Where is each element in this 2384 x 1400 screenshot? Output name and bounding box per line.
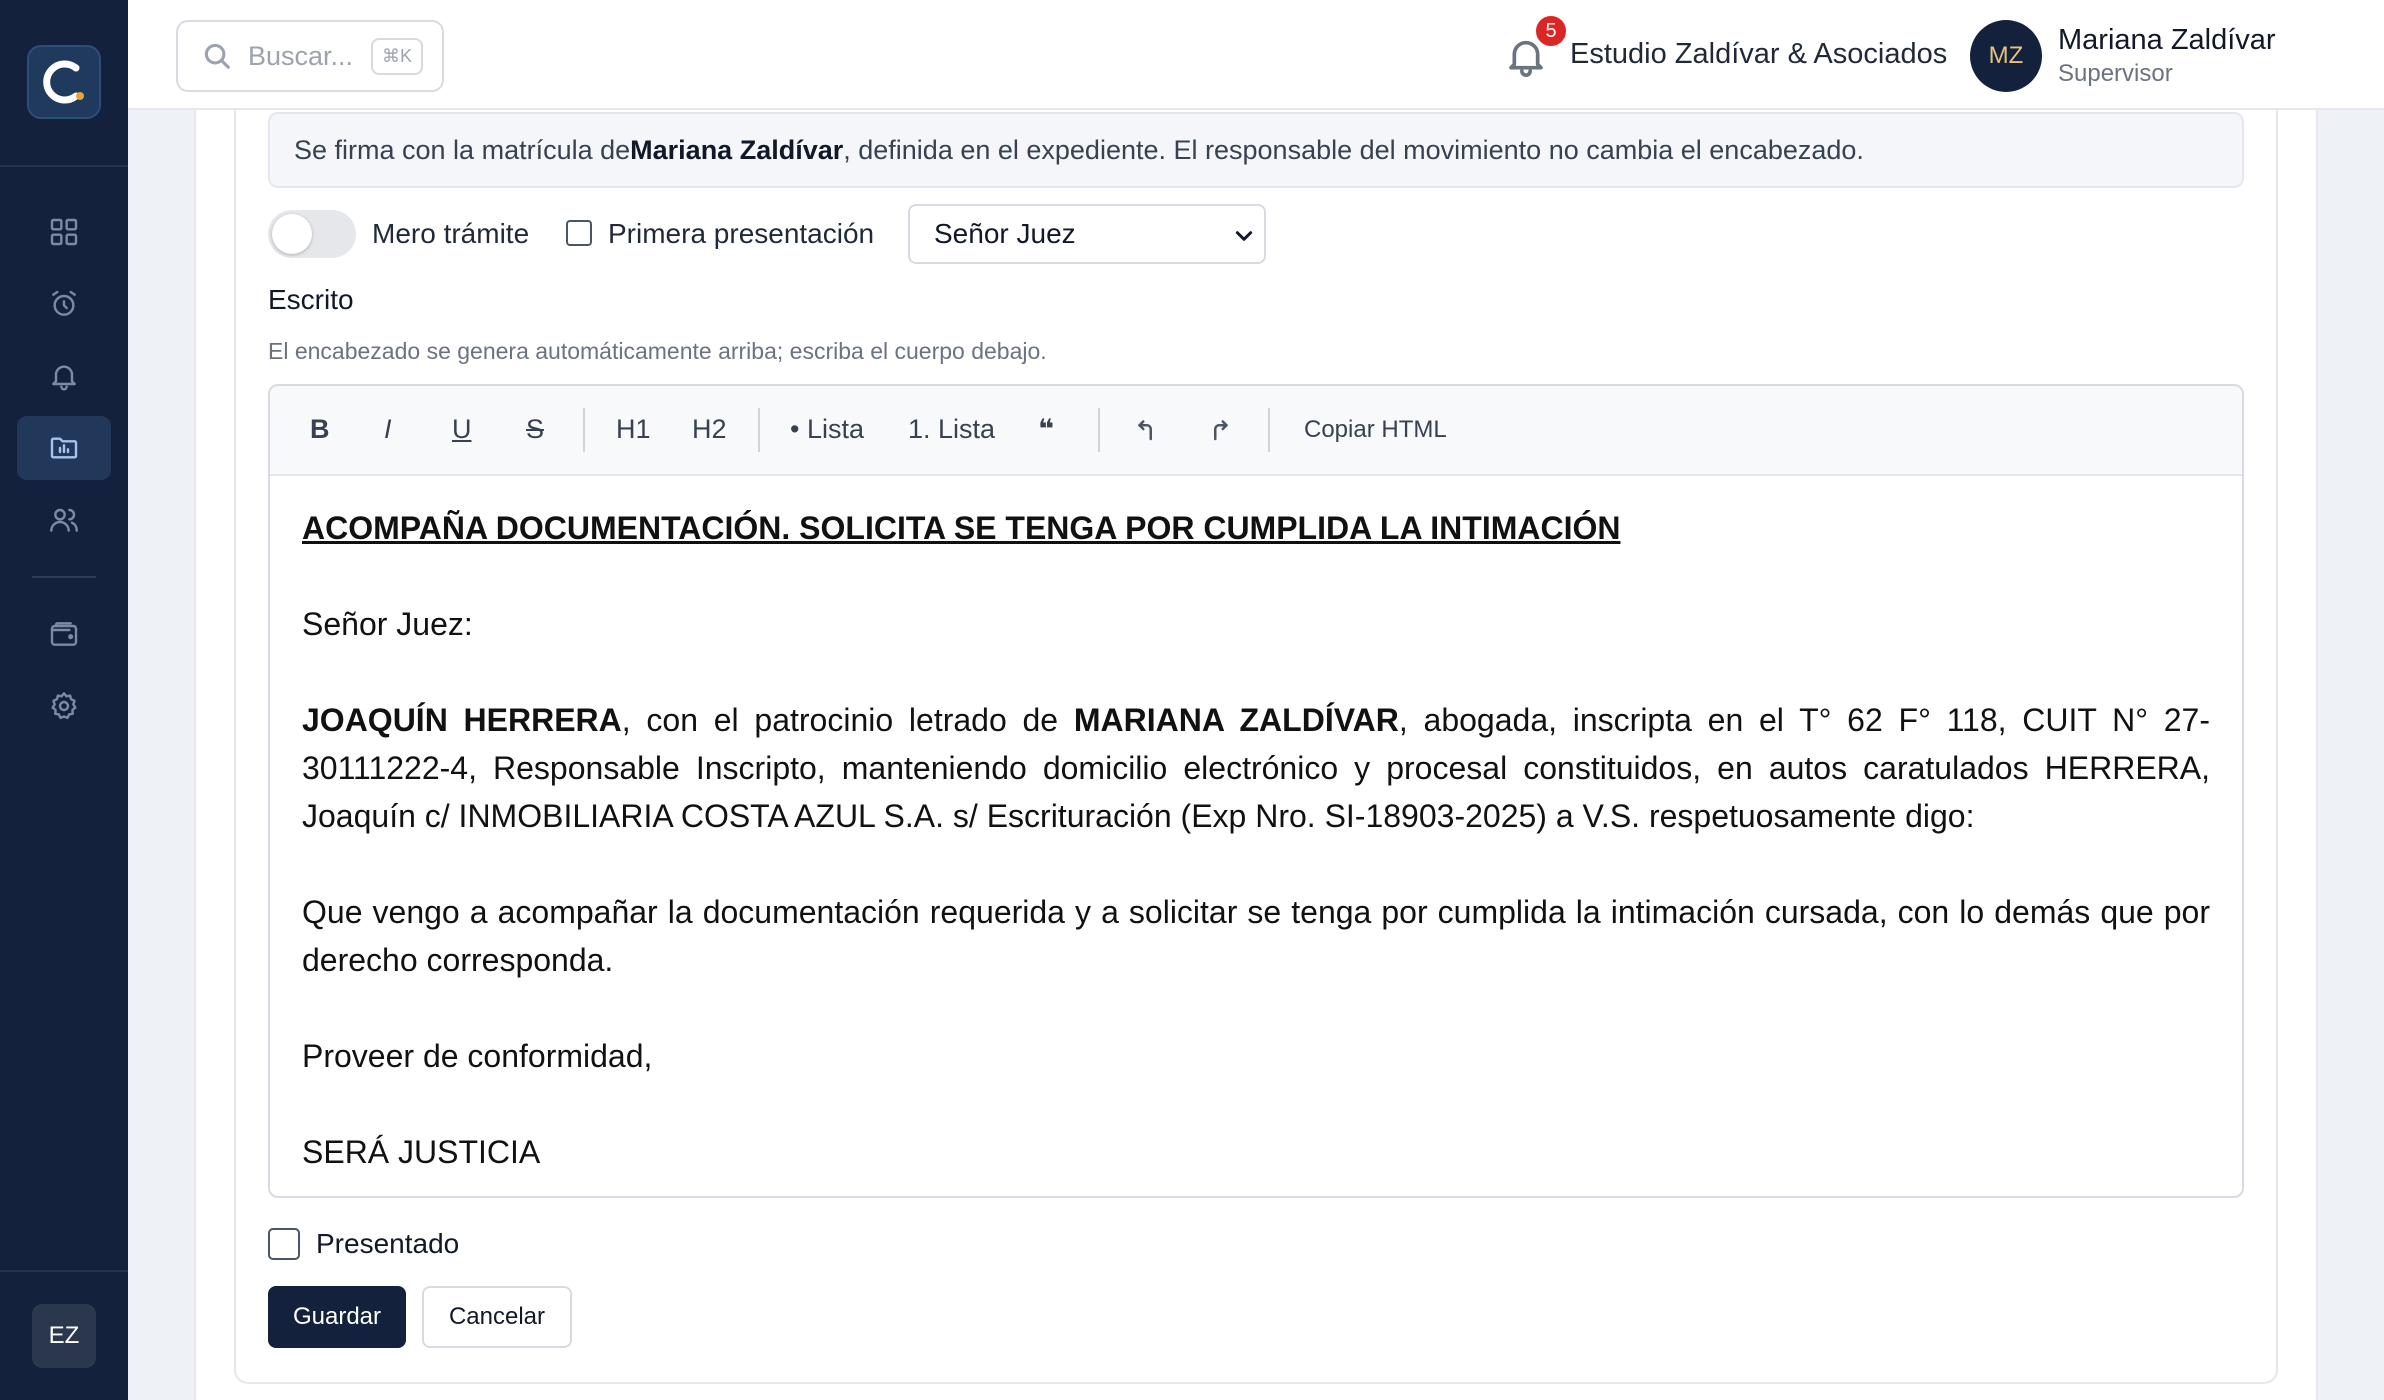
- ordered-list-button[interactable]: 1. Lista: [908, 414, 996, 444]
- document-paragraph-closing: Proveer de conformidad,: [302, 1038, 653, 1074]
- info-signer-name: Mariana Zaldívar: [630, 134, 844, 165]
- h2-button[interactable]: H2: [692, 414, 727, 444]
- strike-button[interactable]: S: [526, 414, 545, 444]
- sidebar-item-users[interactable]: [17, 488, 111, 552]
- sidebar: [0, 0, 128, 1400]
- primera-presentacion-checkbox[interactable]: [566, 220, 592, 246]
- logo-c-icon: [36, 54, 92, 110]
- gear-icon: [48, 690, 80, 722]
- editor-content[interactable]: [302, 504, 2210, 1198]
- presentado-label: Presentado: [316, 1228, 460, 1259]
- topbar: [128, 0, 2384, 110]
- users-icon: [48, 504, 80, 536]
- undo-icon: [1132, 414, 1162, 444]
- save-button[interactable]: Guardar: [268, 1286, 406, 1348]
- sidebar-item-dashboard[interactable]: [17, 200, 111, 264]
- primera-presentacion-label: Primera presentación: [608, 218, 875, 249]
- h1-button[interactable]: H1: [616, 414, 651, 444]
- cancel-button[interactable]: Cancelar: [422, 1286, 572, 1348]
- sidebar-item-settings[interactable]: [17, 674, 111, 738]
- user-role: Supervisor: [2058, 60, 2173, 87]
- folder-chart-icon: [48, 432, 80, 464]
- search-placeholder: Buscar...: [248, 40, 354, 71]
- bold-button[interactable]: B: [310, 414, 330, 444]
- document-title: ACOMPAÑA DOCUMENTACIÓN. SOLICITA SE TENGA POR CUMPLIDA LA INTIMACIÓN: [302, 510, 1621, 546]
- sidebar-divider: [32, 576, 96, 578]
- document-paragraph-request: Que vengo a acompañar la documentación requerida y a solicitar se tenga por cumplida la intimación cursada, con lo demás que por derecho corresponda.: [302, 894, 2210, 978]
- underline-button[interactable]: U: [452, 414, 472, 444]
- sidebar-separator: [0, 1270, 128, 1272]
- italic-button[interactable]: I: [384, 414, 392, 444]
- dashboard-icon: [48, 216, 80, 248]
- undo-button[interactable]: [1132, 414, 1162, 444]
- quote-button[interactable]: ❝: [1038, 414, 1054, 444]
- sidebar-item-expedientes[interactable]: [17, 416, 111, 480]
- toolbar-separator: [1098, 408, 1100, 452]
- user-avatar[interactable]: MZ: [1970, 20, 2042, 92]
- info-text-before: Se firma con la matrícula de: [294, 134, 631, 165]
- document-paragraph-justicia: SERÁ JUSTICIA: [302, 1134, 541, 1170]
- bullet-list-button[interactable]: • Lista: [790, 414, 864, 444]
- search-input[interactable]: [176, 20, 444, 92]
- signature-info-banner: [268, 112, 2244, 188]
- notifications-badge: 5: [1534, 14, 1568, 48]
- wallet-icon: [48, 618, 80, 650]
- sidebar-item-wallet[interactable]: [17, 602, 111, 666]
- intro-text-mid: , con el patrocinio letrado de: [621, 702, 1074, 738]
- sidebar-user-avatar[interactable]: EZ: [32, 1304, 96, 1368]
- escrito-label: Escrito: [268, 284, 354, 315]
- alarm-clock-icon: [48, 288, 80, 320]
- sidebar-item-alarms[interactable]: [17, 272, 111, 336]
- search-shortcut: ⌘K: [371, 38, 423, 75]
- chevron-down-icon: [1234, 226, 1254, 246]
- lawyer-name: MARIANA ZALDÍVAR: [1073, 702, 1399, 738]
- firm-name: Estudio Zaldívar & Asociados: [1570, 38, 1948, 70]
- escrito-hint: El encabezado se genera automáticamente arriba; escriba el cuerpo debajo.: [268, 338, 1047, 364]
- document-paragraph-intro: [302, 696, 2210, 840]
- copy-html-button[interactable]: Copiar HTML: [1304, 416, 1447, 443]
- rich-text-editor: [268, 384, 2244, 1198]
- salutation-select[interactable]: [908, 204, 1266, 264]
- document-salutation: Señor Juez:: [302, 606, 473, 642]
- party-name: JOAQUÍN HERRERA: [302, 702, 622, 738]
- toolbar-separator: [758, 408, 760, 452]
- user-name[interactable]: Mariana Zaldívar: [2058, 24, 2276, 56]
- bell-icon: [48, 360, 80, 392]
- info-text-after: , definida en el expediente. El responsable del movimiento no cambia el encabezado.: [843, 134, 1864, 165]
- search-icon: [202, 41, 232, 71]
- intro-text-rest: , abogada, inscripta en el T° 62 F° 118, CUIT N° 27-30111222-4, Responsable Inscripto, manteniendo domicilio electrónico y procesal constituidos, en autos caratulados HERRERA, Joaquín c/ INMOBILIARIA COSTA AZUL S.A. s/ Escrituración (Exp Nro. SI-18903-2025) a V.S. respetuosamente digo:: [302, 702, 2211, 834]
- toolbar-separator: [583, 408, 585, 452]
- mero-tramite-toggle[interactable]: [268, 210, 356, 258]
- presentado-checkbox[interactable]: [268, 1228, 300, 1260]
- mero-tramite-label: Mero trámite: [372, 218, 530, 249]
- sidebar-separator: [0, 165, 128, 167]
- redo-icon: [1204, 414, 1234, 444]
- salutation-select-value: Señor Juez: [934, 218, 1076, 249]
- toolbar-separator: [1268, 408, 1270, 452]
- toggle-knob: [272, 214, 312, 254]
- sidebar-item-notifications[interactable]: [17, 344, 111, 408]
- editor-toolbar: [270, 386, 2242, 476]
- app-logo[interactable]: [27, 45, 101, 119]
- redo-button[interactable]: [1204, 414, 1234, 444]
